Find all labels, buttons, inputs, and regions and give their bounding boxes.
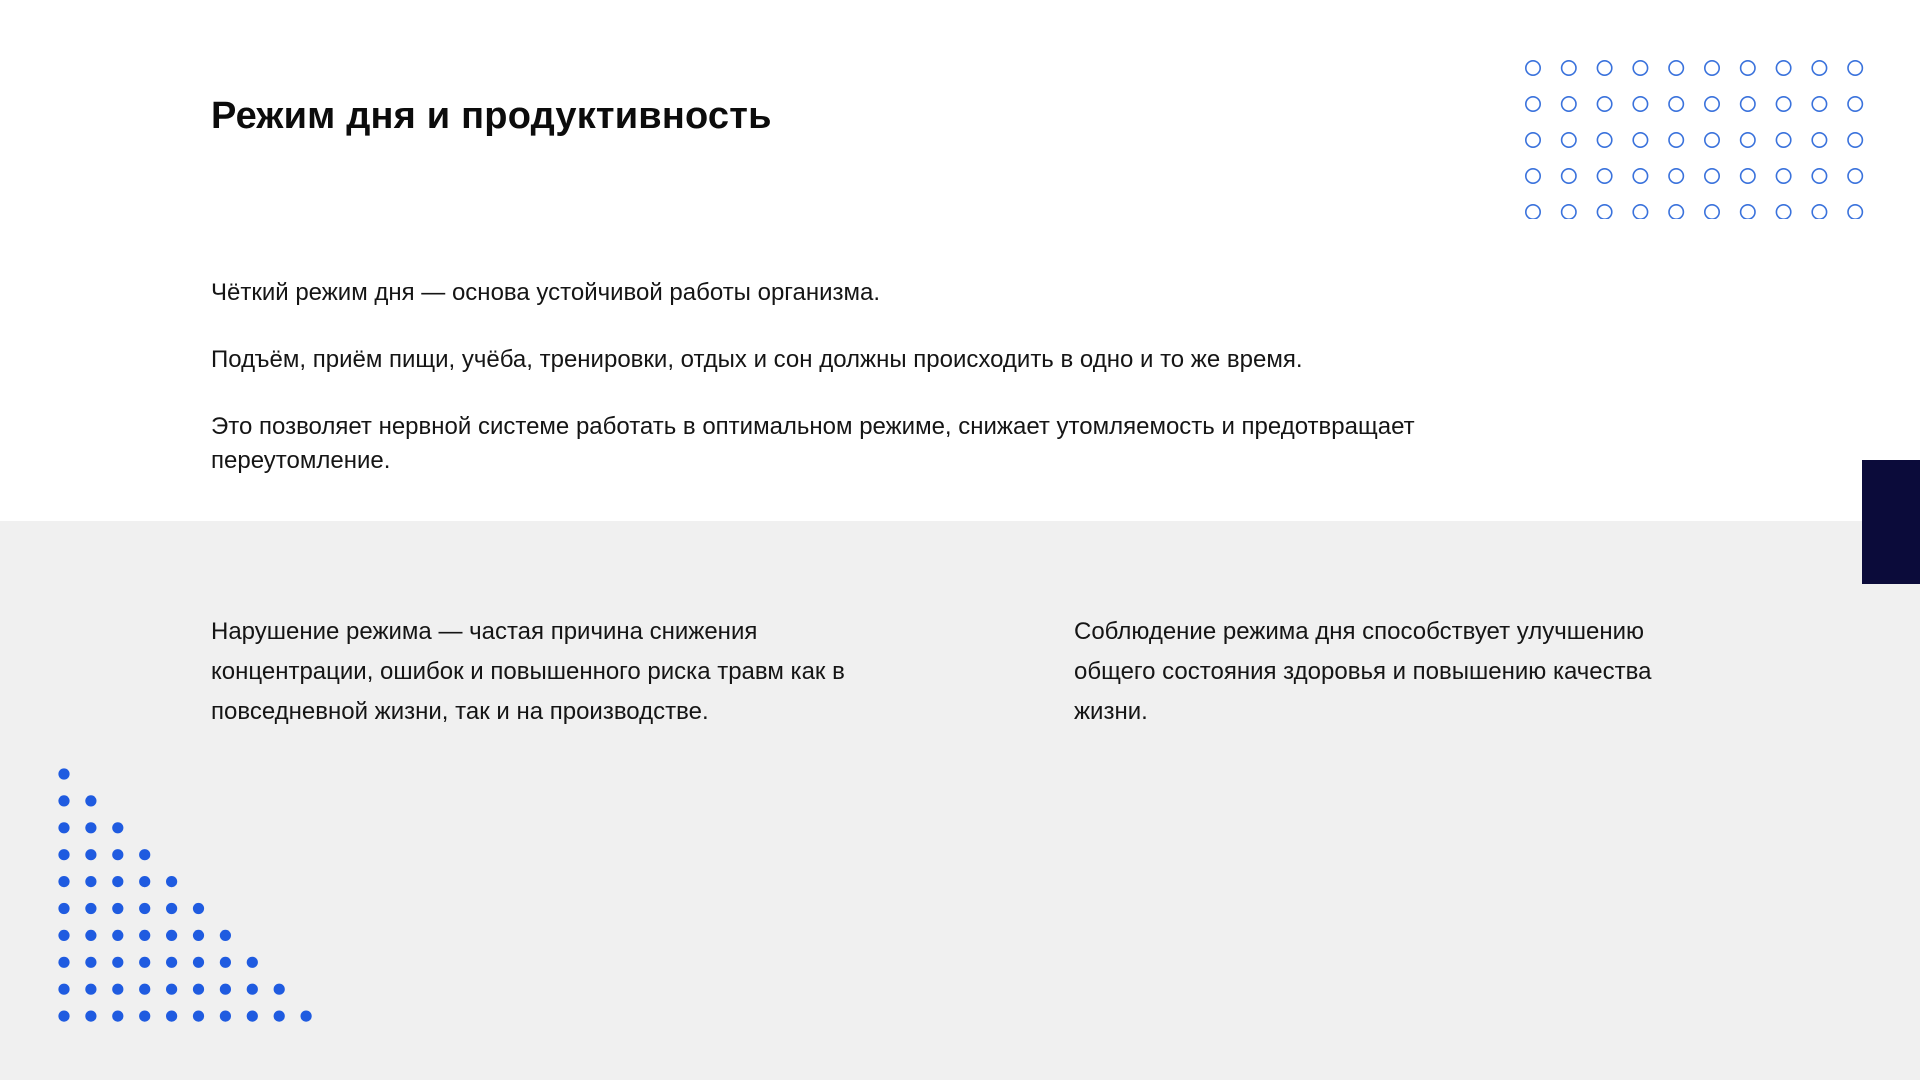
ring-dot (1597, 205, 1611, 219)
ring-dot (1597, 133, 1611, 147)
triangle-dot (112, 930, 123, 941)
ring-dot (1705, 169, 1719, 183)
ring-dot (1741, 169, 1755, 183)
ring-dot (1812, 97, 1826, 111)
triangle-dot (220, 957, 231, 968)
triangle-dot (112, 957, 123, 968)
ring-dot (1669, 61, 1683, 75)
ring-dot (1633, 97, 1647, 111)
triangle-dot (85, 984, 96, 995)
triangle-dot (220, 1011, 231, 1022)
triangle-dot (112, 984, 123, 995)
triangle-dot (58, 795, 69, 806)
triangle-dot (85, 1011, 96, 1022)
ring-dot (1597, 61, 1611, 75)
ring-dot (1633, 169, 1647, 183)
triangle-dot (85, 957, 96, 968)
ring-dot (1597, 97, 1611, 111)
triangle-dot (58, 903, 69, 914)
right-column-text: Соблюдение режима дня способствует улучшению общего состояния здоровья и повышению качества жизни. (1074, 618, 1652, 725)
intro-paragraph-3: Это позволяет нервной системе работать в оптимальном режиме, снижает утомляемость и предотвращает переутомление. (211, 413, 1415, 474)
triangle-dot (166, 903, 177, 914)
ring-dot (1705, 61, 1719, 75)
triangle-dot (139, 903, 150, 914)
ring-dot (1669, 169, 1683, 183)
triangle-dot (58, 849, 69, 860)
triangle-dot (112, 822, 123, 833)
triangle-dot (85, 930, 96, 941)
triangle-dot (112, 903, 123, 914)
side-tab-decoration (1862, 460, 1920, 584)
ring-dot (1776, 205, 1790, 219)
triangle-dot (139, 930, 150, 941)
triangle-dot (112, 876, 123, 887)
ring-dot (1669, 205, 1683, 219)
ring-dot (1633, 205, 1647, 219)
triangle-dot (247, 1011, 258, 1022)
triangle-dot (193, 957, 204, 968)
dot-triangle-decoration (56, 766, 316, 1026)
triangle-dot (85, 795, 96, 806)
triangle-dot (166, 984, 177, 995)
intro-text-block (211, 276, 1531, 478)
ring-dot (1705, 205, 1719, 219)
triangle-dot (85, 876, 96, 887)
intro-paragraph-2: Подъём, приём пищи, учёба, тренировки, отдых и сон должны происходить в одно и то же время. (211, 346, 1303, 373)
triangle-dot (58, 822, 69, 833)
ring-dot (1848, 133, 1862, 147)
ring-dot (1562, 169, 1576, 183)
triangle-dot (112, 849, 123, 860)
ring-dot (1848, 61, 1862, 75)
ring-dot (1526, 133, 1540, 147)
ring-dot (1705, 133, 1719, 147)
ring-dot (1633, 133, 1647, 147)
ring-dot (1776, 169, 1790, 183)
ring-dot (1669, 133, 1683, 147)
triangle-dot (58, 1011, 69, 1022)
ring-dot (1526, 97, 1540, 111)
triangle-dot (85, 849, 96, 860)
triangle-dot (166, 957, 177, 968)
ring-dot (1705, 97, 1719, 111)
triangle-dot (220, 930, 231, 941)
triangle-dot (274, 1011, 285, 1022)
ring-dot (1812, 205, 1826, 219)
ring-dot (1562, 61, 1576, 75)
triangle-dot (193, 903, 204, 914)
triangle-dot (139, 876, 150, 887)
ring-dot (1597, 169, 1611, 183)
triangle-dot (85, 822, 96, 833)
triangle-dot (112, 1011, 123, 1022)
triangle-dot (58, 876, 69, 887)
triangle-dot (166, 930, 177, 941)
ring-dot (1776, 133, 1790, 147)
ring-dot (1776, 61, 1790, 75)
triangle-dot (85, 903, 96, 914)
triangle-dot (58, 930, 69, 941)
ring-dot (1562, 133, 1576, 147)
triangle-dot (139, 1011, 150, 1022)
intro-paragraph-1: Чёткий режим дня — основа устойчивой работы организма. (211, 279, 881, 306)
triangle-dot (247, 984, 258, 995)
triangle-dot (220, 984, 231, 995)
ring-dot (1741, 133, 1755, 147)
triangle-dot (139, 984, 150, 995)
triangle-dot (139, 957, 150, 968)
ring-grid-decoration (1524, 59, 1870, 219)
triangle-dot (166, 1011, 177, 1022)
ring-dot (1812, 169, 1826, 183)
ring-dot (1669, 97, 1683, 111)
ring-dot (1526, 61, 1540, 75)
ring-dot (1776, 97, 1790, 111)
triangle-dot (274, 984, 285, 995)
ring-dot (1633, 61, 1647, 75)
ring-dot (1848, 205, 1862, 219)
ring-dot (1562, 97, 1576, 111)
triangle-dot (301, 1011, 312, 1022)
ring-dot (1848, 97, 1862, 111)
ring-dot (1526, 205, 1540, 219)
triangle-dot (139, 849, 150, 860)
ring-dot (1812, 61, 1826, 75)
triangle-dot (58, 984, 69, 995)
ring-dot (1562, 205, 1576, 219)
slide-title: Режим дня и продуктивность (211, 95, 772, 137)
ring-dot (1741, 61, 1755, 75)
ring-dot (1741, 97, 1755, 111)
triangle-dot (58, 768, 69, 779)
triangle-dot (247, 957, 258, 968)
ring-dot (1526, 169, 1540, 183)
triangle-dot (193, 1011, 204, 1022)
triangle-dot (58, 957, 69, 968)
triangle-dot (193, 984, 204, 995)
ring-dot (1812, 133, 1826, 147)
triangle-dot (166, 876, 177, 887)
ring-dot (1848, 169, 1862, 183)
ring-dot (1741, 205, 1755, 219)
left-column-text: Нарушение режима — частая причина снижения концентрации, ошибок и повышенного риска травм как в повседневной жизни, так и на производстве. (211, 618, 845, 725)
triangle-dot (193, 930, 204, 941)
